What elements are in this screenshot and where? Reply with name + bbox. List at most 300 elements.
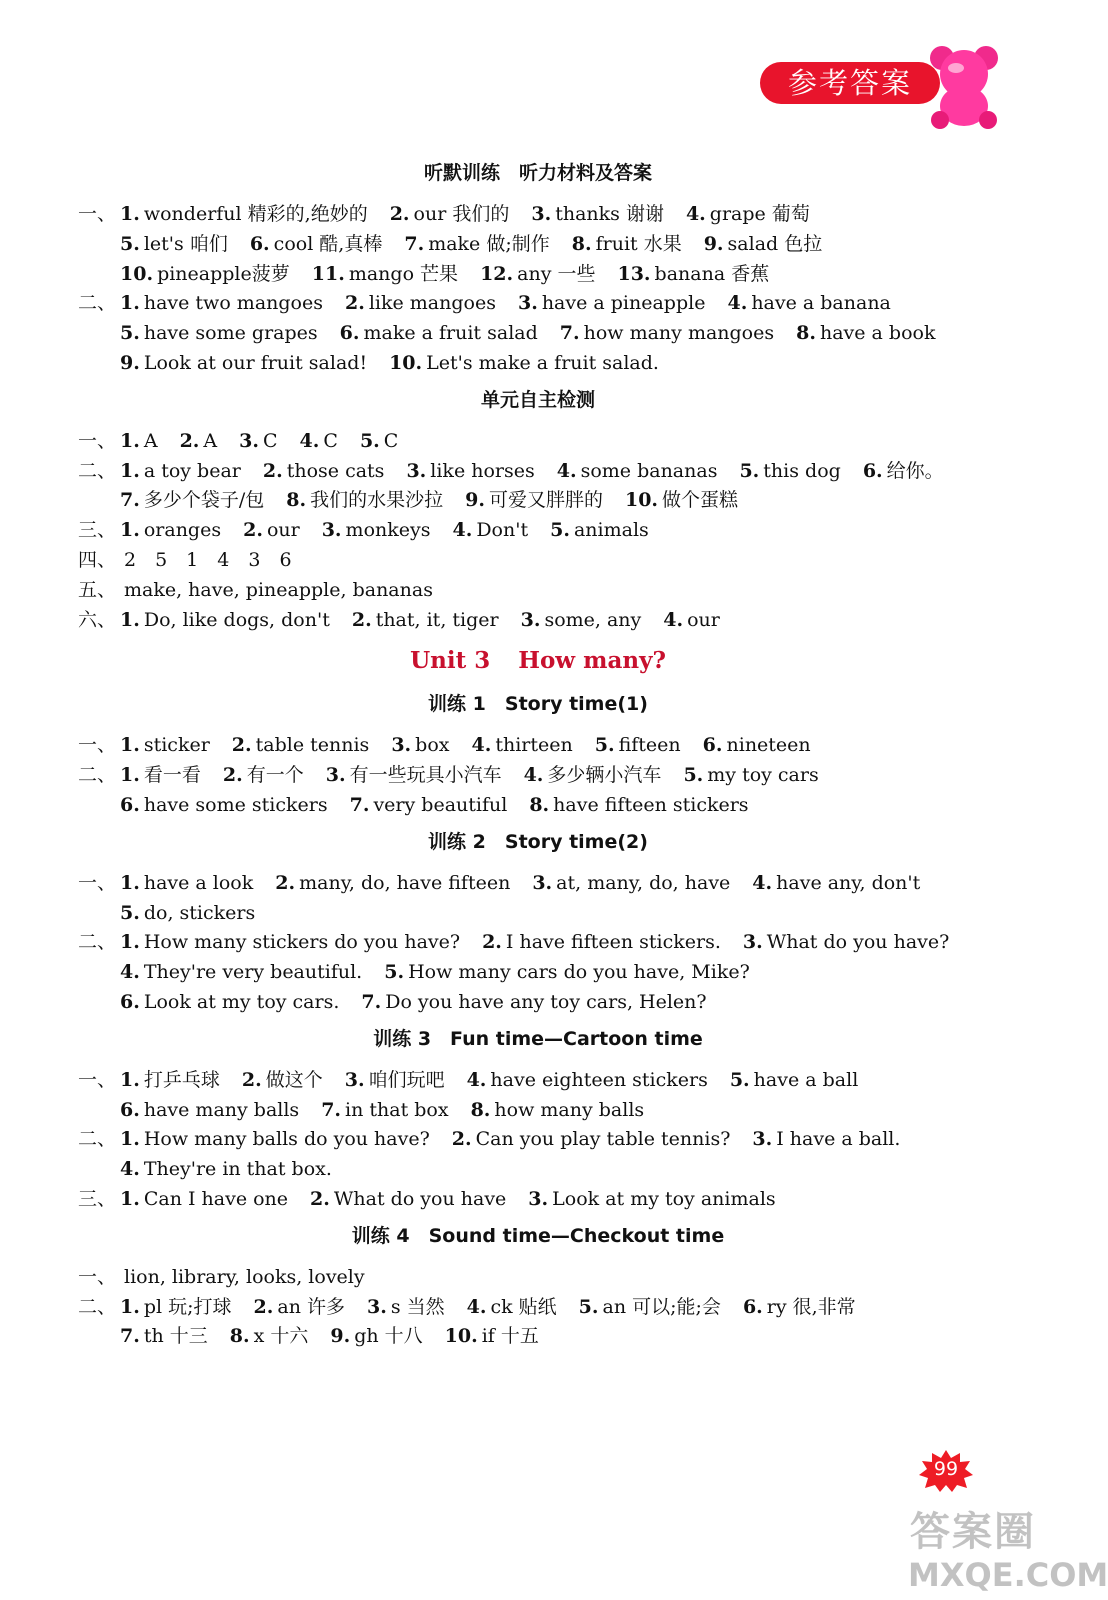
item-text: What do you have bbox=[333, 1187, 507, 1210]
item-number: 1. bbox=[120, 931, 140, 954]
item-number: 5. bbox=[120, 901, 140, 924]
item-text: at, many, do, have bbox=[556, 871, 731, 894]
item-text: 有一些玩具小汽车 bbox=[349, 764, 502, 787]
question-label: 一、 bbox=[78, 203, 117, 225]
item-number: 5. bbox=[120, 322, 140, 345]
item-text: A bbox=[143, 429, 158, 452]
answer-item bbox=[727, 292, 890, 314]
item-number: 8. bbox=[229, 1325, 250, 1348]
answer-item bbox=[120, 579, 433, 601]
answer-content bbox=[78, 152, 998, 1352]
answer-item bbox=[300, 430, 338, 452]
answer-line bbox=[78, 1155, 998, 1185]
answer-item bbox=[120, 519, 221, 541]
item-number: 1. bbox=[120, 1128, 140, 1151]
unit-title-part: How many? bbox=[518, 647, 666, 675]
answer-item bbox=[452, 519, 528, 541]
answer-item bbox=[550, 519, 649, 541]
item-text: have some grapes bbox=[143, 322, 318, 345]
answer-item bbox=[739, 460, 840, 482]
item-text: thanks 谢谢 bbox=[555, 203, 664, 225]
item-number: 5. bbox=[120, 232, 140, 255]
item-text: Look at my toy cars. bbox=[143, 990, 340, 1013]
item-text: s 当然 bbox=[390, 1295, 445, 1318]
answer-line bbox=[78, 1263, 998, 1293]
item-text: in that box bbox=[345, 1098, 449, 1121]
item-text: Can you play table tennis? bbox=[475, 1128, 731, 1151]
item-number: 6. bbox=[702, 734, 723, 757]
item-number: 1. bbox=[120, 1068, 140, 1091]
item-number: 7. bbox=[120, 489, 140, 512]
item-number: 6. bbox=[120, 793, 140, 816]
answer-item bbox=[243, 519, 300, 541]
item-number: 4. bbox=[466, 1068, 487, 1091]
item-number: 3. bbox=[344, 1068, 365, 1091]
item-text: 多少辆小汽车 bbox=[547, 764, 662, 787]
item-text: animals bbox=[573, 519, 649, 542]
answer-item bbox=[595, 734, 681, 756]
answer-item bbox=[730, 1069, 858, 1091]
answer-item bbox=[120, 609, 330, 631]
item-number: 6. bbox=[120, 990, 140, 1013]
answer-item bbox=[367, 1296, 445, 1318]
item-text: I have fifteen stickers. bbox=[505, 931, 721, 954]
answer-item bbox=[452, 1128, 731, 1150]
answer-item bbox=[250, 233, 383, 255]
item-text: box bbox=[415, 734, 450, 757]
answer-line bbox=[78, 349, 998, 379]
question-label: 二、 bbox=[78, 1295, 117, 1318]
teddy-bear-icon bbox=[920, 40, 1010, 130]
question-label: 一、 bbox=[78, 734, 117, 757]
answer-item bbox=[120, 1158, 332, 1180]
answer-line bbox=[78, 1185, 998, 1215]
answer-item bbox=[120, 1325, 208, 1347]
watermark bbox=[900, 1500, 1108, 1600]
item-text: an 可以;能;会 bbox=[602, 1295, 721, 1318]
unit-title-part: Unit 3 bbox=[410, 647, 491, 675]
answer-item bbox=[572, 233, 682, 255]
item-text: 多少个袋子/包 bbox=[143, 489, 265, 512]
item-number: 2. bbox=[222, 764, 243, 787]
item-number: 4. bbox=[299, 429, 320, 452]
item-text: table tennis bbox=[255, 734, 370, 757]
item-text: 可爱又胖胖的 bbox=[488, 489, 603, 512]
item-text: They're in that box. bbox=[143, 1158, 332, 1181]
item-number: 8. bbox=[286, 489, 307, 512]
item-number: 11. bbox=[311, 262, 345, 285]
answer-line bbox=[78, 869, 998, 899]
answer-item bbox=[521, 609, 642, 631]
item-number: 2. bbox=[262, 459, 283, 482]
answer-item bbox=[345, 292, 496, 314]
answer-line bbox=[78, 899, 998, 929]
item-text: have a book bbox=[819, 322, 936, 345]
item-text: have any, don't bbox=[776, 871, 921, 894]
answer-item bbox=[743, 931, 949, 953]
answer-item bbox=[120, 233, 228, 255]
question-label: 二、 bbox=[78, 1128, 117, 1151]
item-number: 3. bbox=[321, 519, 342, 542]
item-number: 1. bbox=[120, 203, 140, 225]
answer-line bbox=[78, 200, 998, 230]
answer-item bbox=[391, 734, 449, 756]
item-number: 4. bbox=[120, 961, 140, 984]
item-number: 1. bbox=[120, 459, 140, 482]
answer-line bbox=[78, 260, 998, 290]
item-number: 4. bbox=[685, 203, 706, 225]
item-text: Do you have any toy cars, Helen? bbox=[385, 990, 707, 1013]
item-number: 3. bbox=[531, 203, 552, 225]
answer-item bbox=[352, 609, 499, 631]
item-text: fifteen bbox=[618, 734, 681, 757]
item-text: like horses bbox=[430, 459, 535, 482]
item-number: 7. bbox=[349, 793, 370, 816]
item-text: this dog bbox=[763, 459, 841, 482]
answer-item bbox=[529, 794, 748, 816]
answer-item bbox=[617, 263, 769, 285]
item-text: have a ball bbox=[753, 1068, 859, 1091]
answer-item bbox=[120, 352, 367, 374]
item-number: 4. bbox=[556, 459, 577, 482]
item-text: cool 酷,真棒 bbox=[273, 232, 383, 255]
answer-item bbox=[120, 764, 201, 786]
answer-item bbox=[345, 1069, 445, 1091]
answer-item bbox=[232, 734, 370, 756]
item-text: have a look bbox=[143, 871, 254, 894]
item-text: very beautiful bbox=[373, 793, 508, 816]
item-text: 2 5 1 4 3 6 bbox=[124, 548, 292, 571]
answer-item bbox=[275, 872, 510, 894]
item-number: 10. bbox=[444, 1325, 478, 1348]
answer-item bbox=[230, 1325, 309, 1347]
answer-item bbox=[254, 1296, 345, 1318]
question-label: 六、 bbox=[78, 608, 117, 631]
item-number: 12. bbox=[480, 262, 514, 285]
item-number: 2. bbox=[451, 1128, 472, 1151]
unit-title bbox=[78, 643, 998, 679]
answer-line bbox=[78, 319, 998, 349]
question-label: 一、 bbox=[78, 871, 117, 894]
answer-item bbox=[518, 292, 706, 314]
item-number: 7. bbox=[321, 1098, 342, 1121]
item-text: 看一看 bbox=[143, 764, 201, 787]
item-number: 4. bbox=[466, 1295, 487, 1318]
item-text: make 做;制作 bbox=[428, 232, 550, 255]
answer-item bbox=[467, 1296, 557, 1318]
item-text: mango 芒果 bbox=[348, 262, 459, 285]
answer-item bbox=[120, 263, 290, 285]
item-number: 1. bbox=[120, 1187, 140, 1210]
answer-item bbox=[120, 322, 318, 344]
item-text: pl 玩;打球 bbox=[143, 1295, 232, 1318]
section-title: 训练 1 Story time(1) bbox=[428, 693, 648, 716]
item-text: have some stickers bbox=[143, 793, 328, 816]
item-number: 2. bbox=[351, 608, 372, 631]
item-text: 给你。 bbox=[886, 459, 944, 482]
answer-item bbox=[743, 1296, 856, 1318]
item-text: some bananas bbox=[580, 459, 718, 482]
item-number: 9. bbox=[330, 1325, 351, 1348]
item-text: How many balls do you have? bbox=[143, 1128, 430, 1151]
item-text: our bbox=[687, 608, 720, 631]
watermark-bottom: MXQE.COM bbox=[908, 1556, 1108, 1594]
item-text: 做个蛋糕 bbox=[662, 489, 739, 512]
item-text: Don't bbox=[476, 519, 529, 542]
item-number: 2. bbox=[482, 931, 502, 954]
item-text: C bbox=[383, 429, 399, 452]
item-number: 2. bbox=[241, 1068, 262, 1091]
item-number: 6. bbox=[120, 1098, 140, 1121]
answer-line bbox=[78, 761, 998, 791]
item-number: 2. bbox=[231, 734, 252, 757]
item-text: like mangoes bbox=[368, 292, 496, 315]
answer-item bbox=[482, 931, 721, 953]
answer-key-badge: 参考答案 bbox=[760, 62, 940, 104]
answer-item bbox=[120, 292, 323, 314]
answer-line bbox=[78, 486, 998, 516]
item-number: 5. bbox=[550, 519, 570, 542]
answer-item bbox=[120, 991, 339, 1013]
item-text: grape 葡萄 bbox=[709, 203, 810, 225]
section-title: 训练 2 Story time(2) bbox=[428, 830, 648, 853]
item-number: 1. bbox=[120, 1295, 140, 1318]
item-number: 2. bbox=[253, 1295, 274, 1318]
question-label: 三、 bbox=[78, 1187, 117, 1210]
answer-item bbox=[120, 549, 292, 571]
answer-item bbox=[406, 460, 534, 482]
item-number: 5. bbox=[359, 429, 380, 452]
section-title: 训练 3 Fun time—Cartoon time bbox=[373, 1027, 703, 1050]
answer-line bbox=[78, 1322, 998, 1352]
item-number: 10. bbox=[389, 351, 423, 374]
answer-item bbox=[389, 352, 659, 374]
item-number: 5. bbox=[384, 961, 405, 984]
item-number: 7. bbox=[120, 1325, 140, 1348]
item-number: 1. bbox=[120, 764, 140, 787]
answer-line bbox=[78, 1066, 998, 1096]
item-text: make a fruit salad bbox=[363, 322, 538, 345]
question-label: 二、 bbox=[78, 764, 117, 787]
item-text: 有一个 bbox=[246, 764, 304, 787]
item-number: 3. bbox=[239, 429, 259, 452]
answer-line bbox=[78, 1125, 998, 1155]
item-text: have two mangoes bbox=[143, 292, 323, 315]
answer-line bbox=[78, 457, 998, 487]
item-text: those cats bbox=[286, 459, 385, 482]
item-text: our 我们的 bbox=[413, 203, 510, 225]
item-number: 3. bbox=[366, 1295, 387, 1318]
item-number: 10. bbox=[624, 489, 659, 512]
item-text: an 许多 bbox=[277, 1295, 345, 1318]
item-number: 3. bbox=[406, 459, 427, 482]
item-text: What do you have? bbox=[766, 931, 950, 954]
item-number: 5. bbox=[729, 1068, 750, 1091]
item-text: nineteen bbox=[726, 734, 811, 757]
answer-item bbox=[361, 991, 706, 1013]
item-number: 4. bbox=[471, 734, 492, 757]
item-text: have a banana bbox=[751, 292, 891, 315]
item-number: 2. bbox=[275, 871, 296, 894]
answer-line bbox=[78, 606, 998, 636]
section-title: 听默训练 听力材料及答案 bbox=[423, 162, 652, 184]
item-number: 4. bbox=[523, 764, 544, 787]
section-title: 单元自主检测 bbox=[480, 388, 595, 411]
item-text: how many mangoes bbox=[583, 322, 775, 345]
item-text: oranges bbox=[143, 519, 222, 542]
item-text: sticker bbox=[143, 734, 210, 757]
item-text: th 十三 bbox=[143, 1325, 208, 1348]
answer-item bbox=[120, 1069, 220, 1091]
item-number: 3. bbox=[391, 734, 412, 757]
item-number: 9. bbox=[465, 489, 485, 512]
question-label: 一、 bbox=[78, 1265, 117, 1288]
item-number: 6. bbox=[742, 1295, 763, 1318]
item-text: 打乒乓球 bbox=[143, 1068, 220, 1091]
answer-item bbox=[579, 1296, 721, 1318]
question-label: 四、 bbox=[78, 548, 117, 571]
item-text: if 十五 bbox=[481, 1325, 539, 1348]
answer-item bbox=[350, 794, 508, 816]
item-number: 3. bbox=[532, 871, 553, 894]
answer-line bbox=[78, 731, 998, 761]
item-number: 3. bbox=[520, 608, 541, 631]
answer-item bbox=[120, 489, 264, 511]
answer-item bbox=[384, 961, 750, 983]
answer-item bbox=[752, 1128, 900, 1150]
item-number: 1. bbox=[120, 734, 140, 757]
answer-item bbox=[120, 931, 460, 953]
answer-line bbox=[78, 289, 998, 319]
answer-item bbox=[120, 1128, 430, 1150]
item-text: our bbox=[266, 519, 300, 542]
item-number: 8. bbox=[571, 232, 592, 255]
answer-line bbox=[78, 1096, 998, 1126]
answer-item bbox=[223, 764, 304, 786]
item-text: pineapple菠萝 bbox=[157, 262, 290, 285]
item-text: x 十六 bbox=[253, 1325, 309, 1348]
item-number: 10. bbox=[120, 262, 154, 285]
answer-item bbox=[263, 460, 385, 482]
item-text: Can I have one bbox=[143, 1187, 289, 1210]
item-text: 咱们玩吧 bbox=[368, 1068, 445, 1091]
answer-item bbox=[310, 1188, 506, 1210]
item-number: 2. bbox=[389, 203, 410, 225]
answer-item bbox=[120, 1266, 365, 1288]
item-text: thirteen bbox=[495, 734, 573, 757]
answer-item bbox=[532, 872, 730, 894]
item-text: C bbox=[263, 429, 278, 452]
answer-item bbox=[120, 1099, 299, 1121]
item-number: 5. bbox=[739, 459, 760, 482]
answer-item bbox=[471, 1099, 645, 1121]
item-text: many, do, have fifteen bbox=[299, 871, 511, 894]
item-number: 3. bbox=[517, 292, 538, 315]
item-text: 我们的水果沙拉 bbox=[310, 489, 444, 512]
item-number: 6. bbox=[249, 232, 270, 255]
item-text: how many balls bbox=[494, 1098, 645, 1121]
item-number: 1. bbox=[120, 871, 140, 894]
answer-line bbox=[78, 928, 998, 958]
item-number: 3. bbox=[528, 1187, 549, 1210]
answer-item bbox=[242, 1069, 323, 1091]
item-text: Do, like dogs, don't bbox=[143, 608, 330, 631]
question-label: 二、 bbox=[78, 292, 117, 315]
item-number: 2. bbox=[243, 519, 263, 542]
answer-item bbox=[360, 430, 398, 452]
item-number: 8. bbox=[470, 1098, 491, 1121]
item-text: fruit 水果 bbox=[595, 232, 682, 255]
item-number: 2. bbox=[310, 1187, 330, 1210]
item-text: ry 很,非常 bbox=[766, 1295, 856, 1318]
item-text: make, have, pineapple, bananas bbox=[124, 578, 433, 601]
answer-item bbox=[120, 961, 362, 983]
answer-line bbox=[78, 1293, 998, 1323]
item-number: 7. bbox=[361, 990, 382, 1013]
answer-item bbox=[330, 1325, 422, 1347]
question-label: 五、 bbox=[78, 578, 117, 601]
item-number: 1. bbox=[120, 429, 140, 452]
item-text: How many stickers do you have? bbox=[143, 931, 461, 954]
item-text: salad 色拉 bbox=[727, 232, 823, 255]
answer-line bbox=[78, 427, 998, 457]
answer-item bbox=[528, 1188, 775, 1210]
answer-item bbox=[239, 430, 277, 452]
question-label: 二、 bbox=[78, 459, 117, 482]
item-text: I have a ball. bbox=[776, 1128, 901, 1151]
answer-item bbox=[686, 203, 810, 225]
answer-item bbox=[120, 1296, 232, 1318]
item-number: 7. bbox=[404, 232, 425, 255]
item-number: 6. bbox=[339, 322, 360, 345]
answer-line bbox=[78, 516, 998, 546]
item-text: Look at our fruit salad! bbox=[143, 351, 368, 374]
item-text: any 一些 bbox=[517, 262, 596, 285]
item-text: 做这个 bbox=[265, 1068, 323, 1091]
answer-item bbox=[120, 794, 328, 816]
answer-item bbox=[180, 430, 218, 452]
item-text: have fifteen stickers bbox=[553, 793, 749, 816]
item-text: that, it, tiger bbox=[375, 608, 499, 631]
question-label: 二、 bbox=[78, 931, 117, 954]
answer-item bbox=[560, 322, 774, 344]
page-number: 99 bbox=[918, 1448, 974, 1492]
answer-item bbox=[120, 734, 210, 756]
item-number: 13. bbox=[617, 262, 651, 285]
answer-item bbox=[321, 1099, 448, 1121]
item-number: 2. bbox=[179, 429, 200, 452]
item-text: wonderful 精彩的,绝妙的 bbox=[143, 203, 368, 225]
item-number: 7. bbox=[559, 322, 580, 345]
item-number: 4. bbox=[120, 1158, 140, 1181]
answer-item bbox=[120, 902, 255, 924]
answer-item bbox=[480, 263, 595, 285]
section-title: 训练 4 Sound time—Checkout time bbox=[351, 1224, 725, 1247]
item-number: 5. bbox=[594, 734, 615, 757]
answer-item bbox=[531, 203, 664, 225]
item-number: 8. bbox=[796, 322, 816, 345]
item-text: C bbox=[323, 429, 338, 452]
item-number: 1. bbox=[120, 292, 140, 315]
answer-item bbox=[445, 1325, 539, 1347]
answer-item bbox=[524, 764, 662, 786]
item-number: 4. bbox=[752, 871, 773, 894]
item-number: 3. bbox=[325, 764, 346, 787]
answer-item bbox=[286, 489, 443, 511]
item-number: 1. bbox=[120, 608, 140, 631]
item-number: 5. bbox=[683, 764, 704, 787]
item-number: 9. bbox=[120, 351, 140, 374]
